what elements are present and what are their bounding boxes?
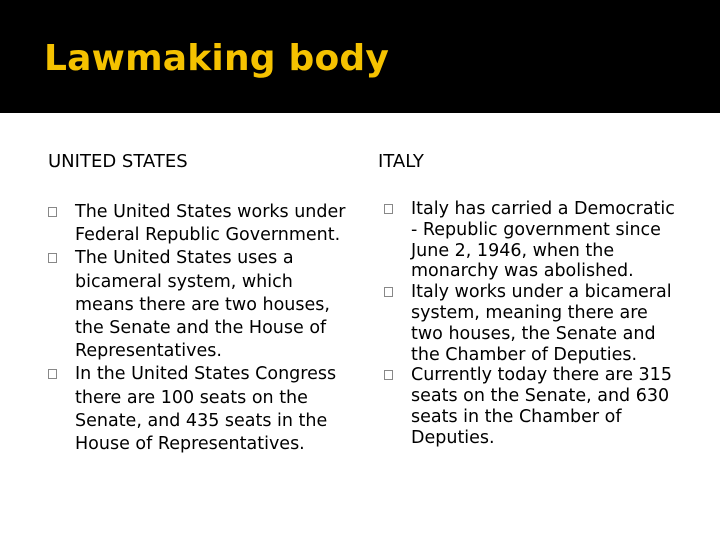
bullet-box-icon [384, 204, 393, 214]
list-item [384, 365, 684, 448]
left-column-heading: UNITED STATES [48, 151, 188, 172]
list-item [384, 282, 684, 365]
slide-title: Lawmaking body [44, 38, 390, 79]
right-column-heading: ITALY [378, 151, 424, 172]
bullet-box-icon [48, 369, 57, 379]
bullet-box-icon [48, 207, 57, 217]
title-bar [0, 0, 720, 113]
right-bullet-list [384, 199, 684, 449]
bullet-text: Currently today there are 315 seats on the Senate, and 630 seats in the Chamber of Deputies. [411, 365, 672, 448]
bullet-box-icon [384, 370, 393, 380]
bullet-box-icon [48, 253, 57, 263]
list-item [48, 247, 348, 363]
left-bullet-list [48, 201, 348, 456]
bullet-text: Italy works under a bicameral system, meaning there are two houses, the Senate and the Chamber of Deputies. [411, 282, 672, 365]
bullet-text: Italy has carried a Democratic - Republic government since June 2, 1946, when the monarchy was abolished. [411, 199, 675, 282]
bullet-box-icon [384, 287, 393, 297]
bullet-text: The United States uses a bicameral system, which means there are two houses, the Senate and the House of Representatives. [75, 248, 330, 362]
bullet-text: In the United States Congress there are 100 seats on the Senate, and 435 seats in the House of Representatives. [75, 364, 337, 455]
list-item [48, 363, 348, 456]
list-item [384, 199, 684, 282]
list-item [48, 201, 348, 247]
bullet-text: The United States works under Federal Republic Government. [75, 202, 346, 246]
